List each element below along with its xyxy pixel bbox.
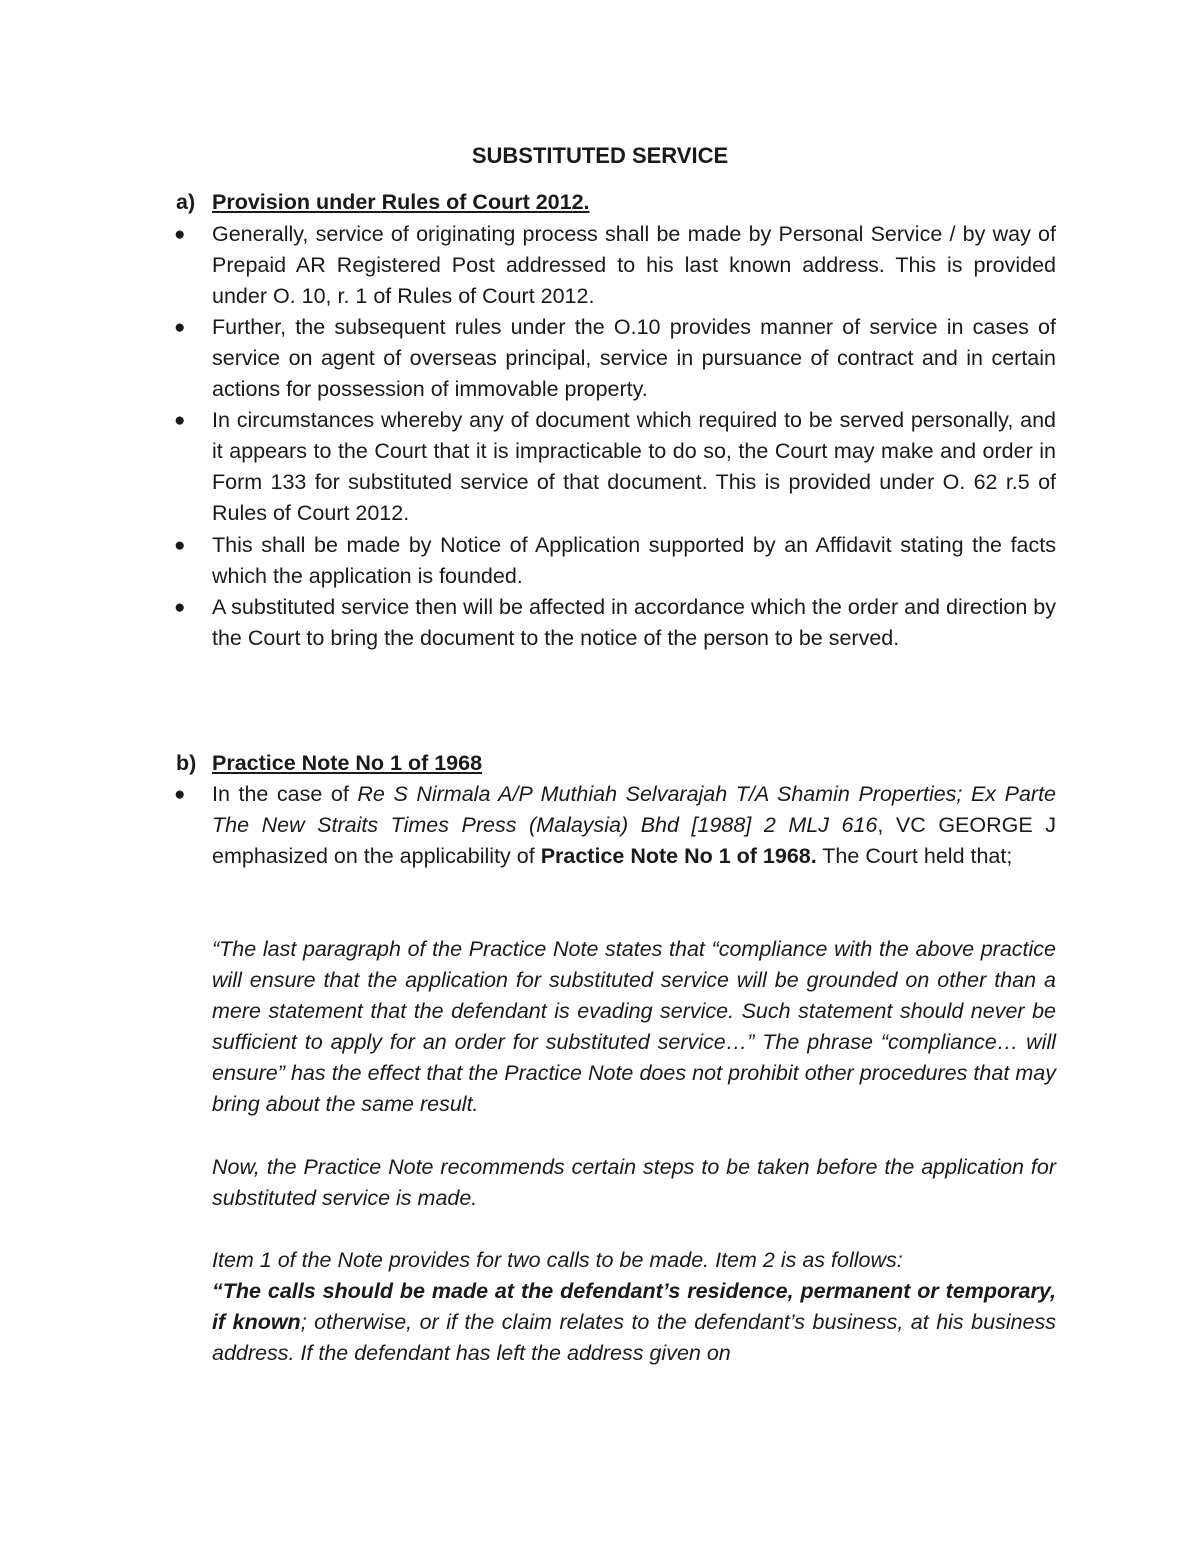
section-a-heading	[176, 187, 590, 218]
quote-paragraph-2: Now, the Practice Note recommends certain steps to be taken before the application for substituted service is made.	[212, 1155, 1056, 1211]
section-a-bullet-3: In circumstances whereby any of document which required to be served personally, and it appears to the Court that it is impracticable to do so, the Court may make and order in Form 133 for substituted service of that document. This is provided under O. 62 r.5 of Rules of Court 2012.	[212, 408, 1056, 526]
section-a-bullet-2: Further, the subsequent rules under the O.10 provides manner of service in cases of service on agent of overseas principal, service in pursuance of contract and in certain actions for possession of immovable property.	[212, 315, 1056, 402]
case-practice-note: Practice Note No 1 of 1968.	[540, 844, 817, 869]
case-judge: , VC GEORGE J emphasized on the applicability of	[212, 813, 1056, 869]
section-a-bullet-1: Generally, service of originating process shall be made by Personal Service / by way of Prepaid AR Registered Post addressed to his last known address. This is provided under O. 10, r. 1 of Rules of Court 2012.	[212, 222, 1056, 309]
section-a-bullet-4: This shall be made by Notice of Application supported by an Affidavit stating the facts which the application is founded.	[212, 533, 1056, 589]
case-intro: In the case of	[212, 782, 358, 806]
section-b-letter: b)	[176, 751, 197, 775]
case-paragraph	[212, 779, 1056, 872]
quote-paragraph-1: “The last paragraph of the Practice Note states that “compliance with the above practice will ensure that the application for substituted service will be grounded on other than a mere statement that the defendant is evading service. Such statement should never be sufficient to apply for an order for substituted service…” The phrase “compliance… will ensure” has the effect that the Practice Note does not prohibit other procedures that may bring about the same result.	[212, 937, 1056, 1117]
quote-paragraph-4	[212, 1276, 1056, 1369]
section-a-letter: a)	[176, 190, 196, 214]
document-title: SUBSTITUTED SERVICE	[471, 143, 729, 168]
quote-continuation: ; otherwise, or if the claim relates to the defendant’s business, at his business address. If the defendant has left the address given on	[212, 1310, 1057, 1366]
quote-emphasis: “The calls should be made at the defendant’s residence, permanent or temporary, if known	[212, 1279, 1056, 1335]
bullet-icon	[174, 779, 186, 791]
section-a-title: Provision under Rules of Court 2012.	[212, 190, 590, 214]
case-citation: Re S Nirmala A/P Muthiah Selvarajah T/A Shamin Properties; Ex Parte The New Straits Times Press (Malaysia) Bhd [1988] 2 MLJ 616	[212, 782, 1057, 838]
bullet-icon	[174, 592, 186, 604]
section-a-bullet-5: A substituted service then will be affected in accordance which the order and direction by the Court to bring the document to the notice of the person to be served.	[212, 595, 1056, 651]
bullet-icon	[174, 530, 186, 542]
bullet-icon	[174, 405, 186, 417]
bullet-icon	[174, 219, 186, 231]
section-b-title: Practice Note No 1 of 1968	[212, 751, 483, 775]
bullet-icon	[174, 312, 186, 324]
case-conclusion: The Court held that;	[816, 844, 1013, 869]
quote-paragraph-3: Item 1 of the Note provides for two calls to be made. Item 2 is as follows:	[212, 1248, 903, 1272]
section-b-heading	[176, 748, 482, 779]
